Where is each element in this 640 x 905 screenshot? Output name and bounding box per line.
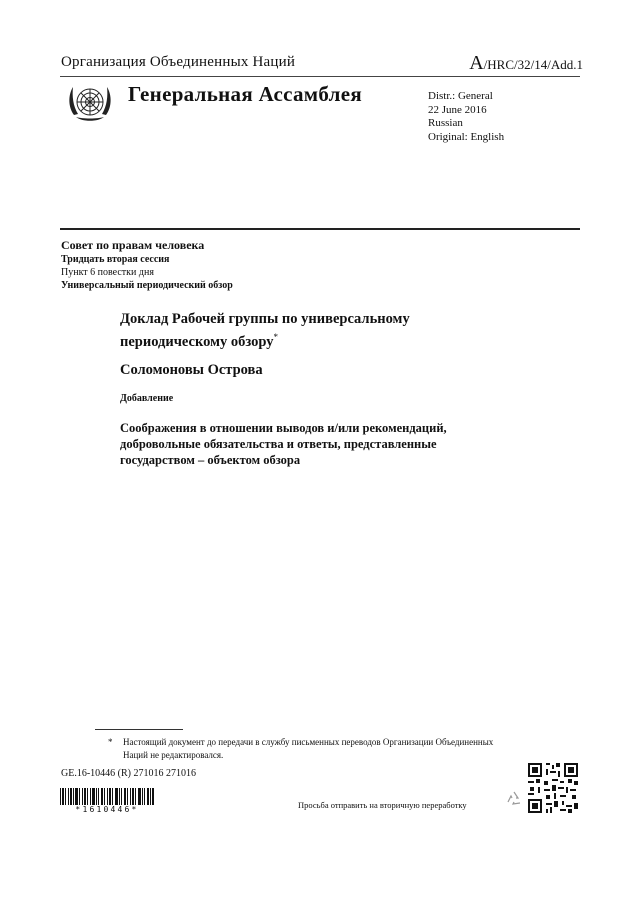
language-line: Russian (428, 117, 463, 129)
job-number: GE.16-10446 (R) 271016 271016 (61, 768, 196, 779)
footnote-rule (95, 729, 183, 730)
council-name: Совет по правам человека (61, 238, 205, 252)
report-title (120, 310, 480, 351)
date-line: 22 June 2016 (428, 103, 487, 116)
barcode-number: *1610446* (75, 805, 139, 814)
footnote-reference[interactable]: * (273, 332, 278, 342)
session-name: Тридцать вторая сессия (61, 254, 170, 265)
document-symbol (469, 52, 583, 75)
symbol-rest: /HRC/32/14/Add.1 (483, 57, 583, 72)
agenda-item: Пункт 6 повестки дня (61, 267, 154, 278)
symbol-prefix: A (469, 52, 484, 74)
country-name: Соломоновы Острова (120, 362, 263, 378)
considerations-heading: Соображения в отношении выводов и/или рекомендаций, добровольные обязательства и ответы, представленные государством – объектом обзора (120, 421, 447, 467)
body-title: Генеральная Ассамблея (128, 82, 363, 106)
section-rule (60, 228, 580, 230)
addendum-label: Добавление (120, 393, 174, 404)
recycle-icon (505, 790, 523, 808)
original-line: Original: English (428, 130, 505, 143)
footnote-text: Настоящий документ до передачи в службу письменных переводов Организации Объединенных Наций не редактировался. (123, 737, 494, 760)
header-rule (60, 76, 580, 77)
qr-code-icon (528, 763, 578, 813)
organization-name: Организация Объединенных Наций (61, 54, 296, 70)
distribution-block (428, 90, 504, 144)
recycle-note: Просьба отправить на вторичную переработку (298, 800, 467, 810)
footnote (108, 736, 508, 762)
footnote-marker: * (108, 737, 113, 747)
un-emblem-icon (64, 81, 116, 127)
distr-line: Distr.: General (428, 90, 493, 102)
review-topic: Универсальный периодический обзор (61, 280, 233, 291)
report-title-text: Доклад Рабочей группы по универсальному периодическому обзору (120, 311, 410, 350)
